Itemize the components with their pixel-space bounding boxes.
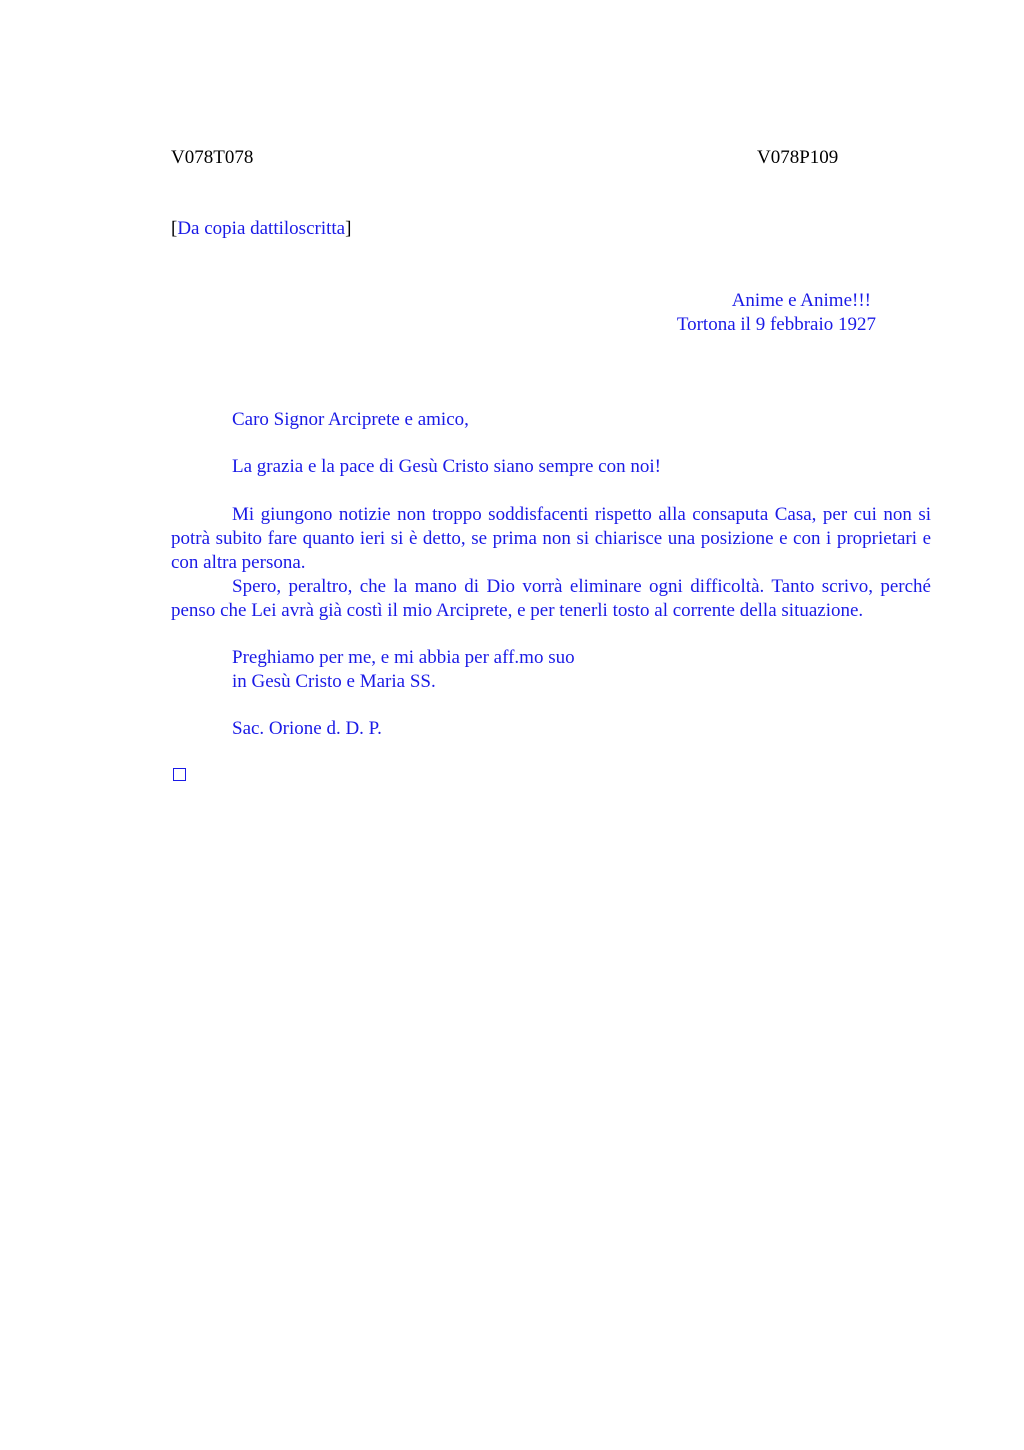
paragraph-1: Mi giungono notizie non troppo soddisfacenti rispetto alla consaputa Casa, per cui non si potrà subito fare quanto ieri si è detto, se prima non si chiarisce una posizione e con i proprietari e con altra persona. <box>171 504 931 573</box>
header-right-code: V078P109 <box>757 147 839 168</box>
paragraph-2: Spero, peraltro, che la mano di Dio vorrà eliminare ogni difficoltà. Tanto scrivo, perché penso che Lei avrà già costì il mio Arciprete, e per tenerli tosto al corrente della situazione. <box>171 576 931 621</box>
signature: Sac. Orione d. D. P. <box>232 718 382 739</box>
source-note <box>171 217 351 241</box>
place-date: Tortona il 9 febbraio 1927 <box>676 314 876 335</box>
source-note-text: Da copia dattiloscritta <box>177 218 346 239</box>
closing-line-2: in Gesù Cristo e Maria SS. <box>232 671 436 692</box>
source-note-open-bracket: [ <box>171 218 178 239</box>
source-note-close-bracket: ] <box>345 218 352 239</box>
closing-line-1: Preghiamo per me, e mi abbia per aff.mo suo <box>232 647 575 668</box>
salutation: Caro Signor Arciprete e amico, <box>232 409 469 430</box>
end-of-document-square-icon <box>173 768 186 781</box>
header-left-code: V078T078 <box>171 147 254 168</box>
motto: Anime e Anime!!! <box>731 290 871 311</box>
greeting: La grazia e la pace di Gesù Cristo siano sempre con noi! <box>232 456 661 477</box>
